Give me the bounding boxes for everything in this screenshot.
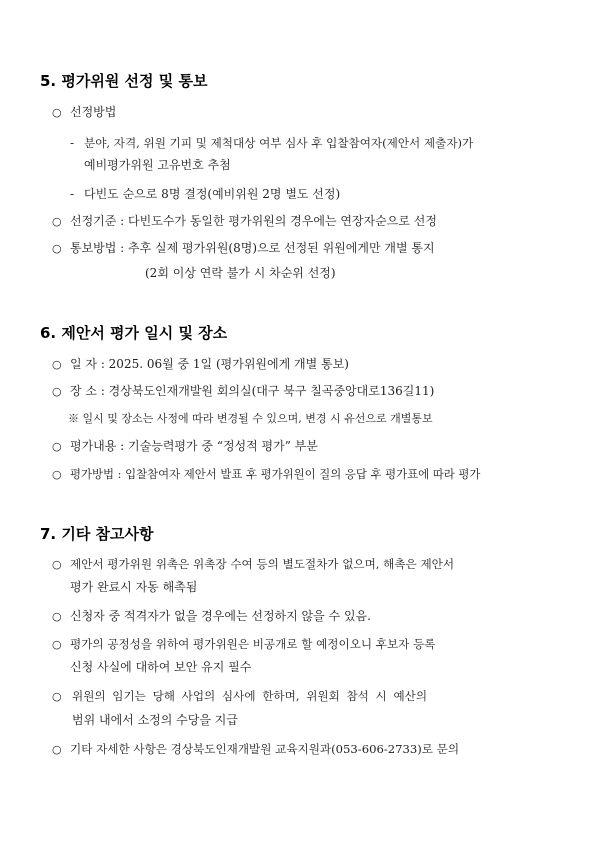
bullet-icon: ○: [52, 242, 62, 255]
bullet-icon: ○: [52, 743, 62, 756]
section-7-title: 7. 기타 참고사항: [40, 525, 154, 543]
bullet-icon: ○: [52, 558, 62, 571]
bullet-icon: ○: [52, 468, 62, 481]
method-item-2: 다빈도 순으로 8명 결정(예비위원 2명 별도 선정): [84, 187, 341, 201]
evaluation-content: 평가내용 : 기술능력평가 중 “정성적 평가” 부분: [70, 439, 318, 453]
note-item-5: 기타 자세한 사항은 경상북도인재개발원 교육지원과(053-606-2733)로 문의: [70, 742, 460, 756]
method-item-1-line-1: 분야, 자격, 위원 기피 및 제척대상 여부 심사 후 입찰참여자(제안서 제출자)가: [84, 136, 474, 150]
bullet-icon: ○: [52, 106, 62, 119]
bullet-icon: ○: [52, 385, 62, 398]
section-5-title: 5. 평가위원 선정 및 통보: [40, 72, 208, 90]
evaluation-procedure: 평가방법 : 입찰참여자 제안서 발표 후 평가위원이 질의 응답 후 평가표에 따라 평가: [70, 467, 481, 481]
note-item-3-line-2: 신청 사실에 대하여 보안 유지 필수: [70, 660, 252, 674]
note-item-3-line-1: 평가의 공정성을 위하여 평가위원은 비공개로 할 예정이오니 후보자 등록: [70, 637, 436, 651]
note-item-4-line-2: 범위 내에서 소정의 수당을 지급: [72, 713, 238, 727]
selection-criteria: 선정기준 : 다빈도수가 동일한 평가위원의 경우에는 연장자순으로 선정: [70, 214, 437, 228]
method-item-1-line-2: 예비평가위원 고유번호 추첨: [84, 158, 231, 172]
note-item-2: 신청자 중 적격자가 없을 경우에는 선정하지 않을 수 있음.: [70, 609, 371, 623]
evaluation-date: 일 자 : 2025. 06월 중 1일 (평가위원에게 개별 통보): [70, 357, 349, 371]
bullet-icon: ○: [52, 440, 62, 453]
selection-method-label: 선정방법: [70, 105, 117, 119]
dash-marker: -: [70, 136, 75, 150]
bullet-icon: ○: [52, 638, 62, 651]
bullet-icon: ○: [52, 610, 62, 623]
notice-method-line-2: (2회 이상 연락 불가 시 차순위 선정): [145, 266, 336, 280]
section-6-title: 6. 제안서 평가 일시 및 장소: [40, 324, 228, 342]
bullet-icon: ○: [52, 215, 62, 228]
schedule-change-note: ※ 일시 및 장소는 사정에 따라 변경될 수 있으며, 변경 시 유선으로 개별통보: [68, 412, 433, 425]
bullet-icon: ○: [52, 358, 62, 371]
notice-method-line-1: 통보방법 : 추후 실제 평가위원(8명)으로 선정된 위원에게만 개별 통지: [70, 241, 435, 255]
evaluation-place: 장 소 : 경상북도인재개발원 회의실(대구 북구 칠곡중앙대로136길11): [70, 384, 435, 398]
note-item-1-line-1: 제안서 평가위원 위촉은 위촉장 수여 등의 별도절차가 없으며, 해촉은 제안서: [70, 557, 455, 571]
note-item-1-line-2: 평가 완료시 자동 해촉됨: [70, 580, 198, 594]
dash-marker: -: [70, 187, 75, 201]
note-item-4-line-1: 위원의 임기는 당해 사업의 심사에 한하며, 위원회 참석 시 예산의: [72, 689, 428, 703]
bullet-icon: ○: [52, 690, 62, 703]
